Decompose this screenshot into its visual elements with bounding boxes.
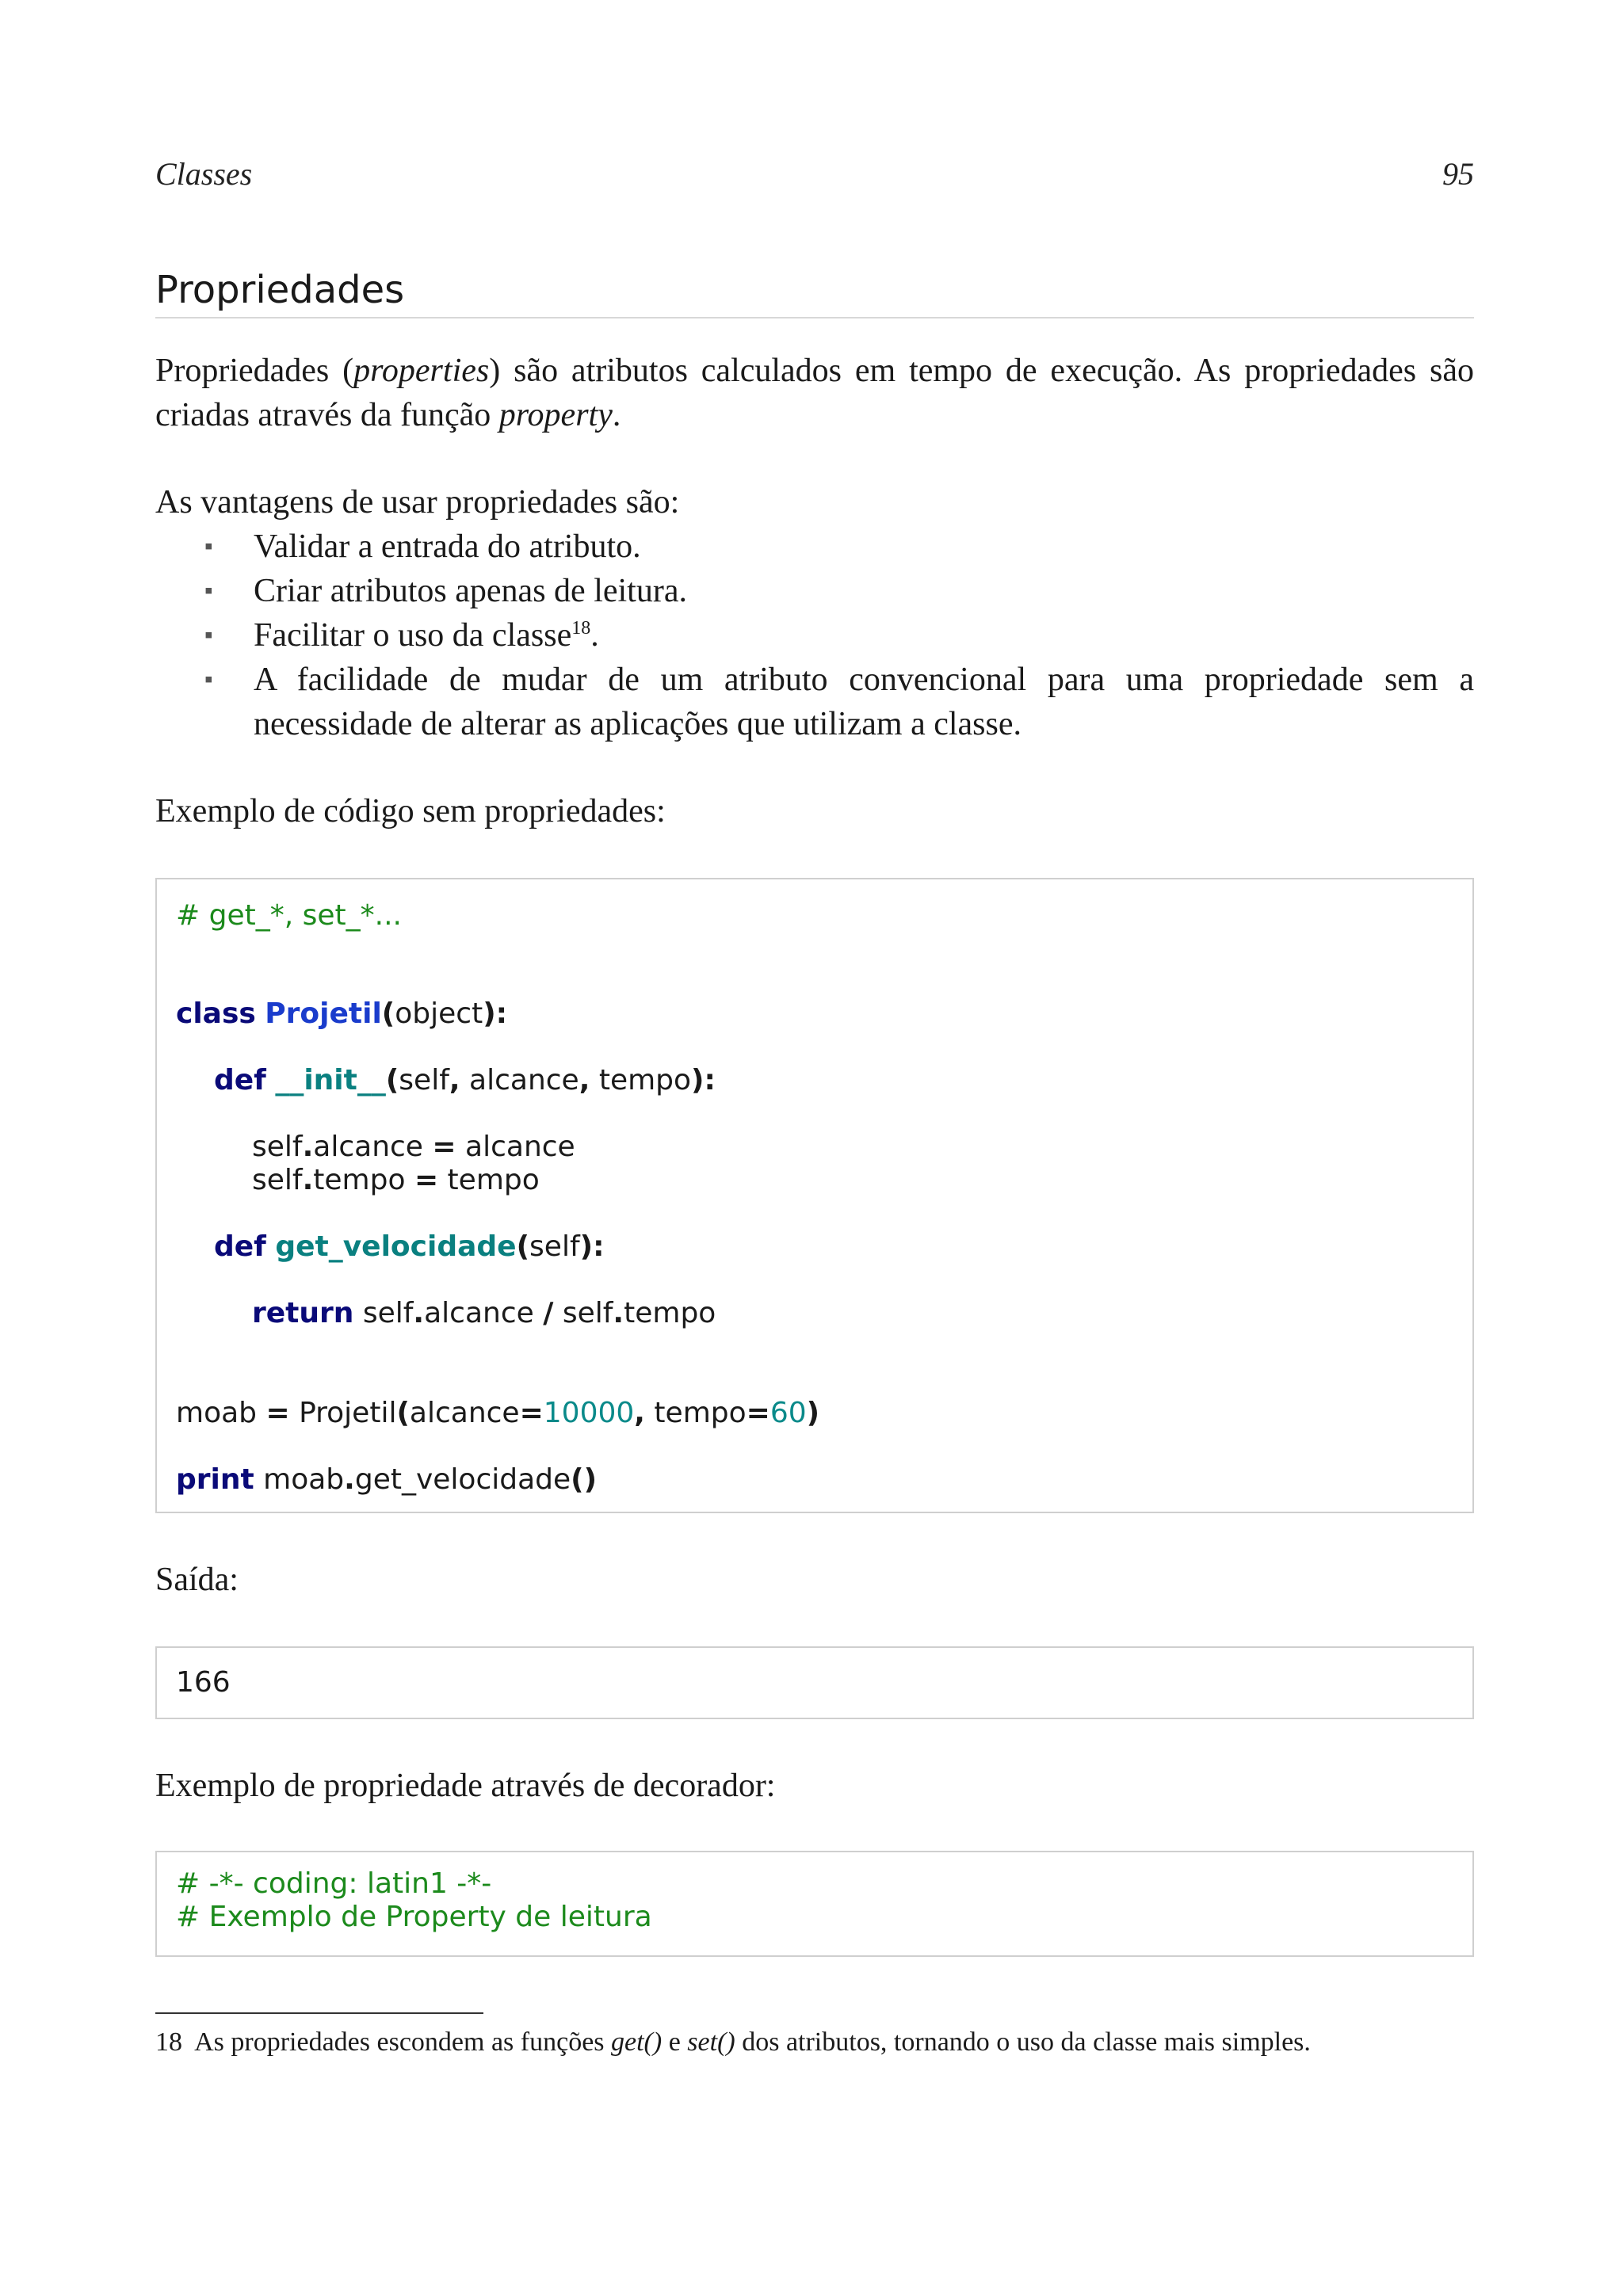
code-text: alcance: [456, 1131, 575, 1163]
footnote-text: dos atributos, tornando o uso da classe mais simples.: [735, 2027, 1311, 2057]
code-op: ,: [579, 1064, 590, 1097]
code-op: ,: [634, 1397, 645, 1429]
intro-italic-properties: properties: [353, 353, 490, 389]
list-item: [155, 613, 1474, 658]
code-line: [176, 1867, 491, 1901]
output-value: 166: [176, 1666, 231, 1699]
code-op: (: [396, 1397, 410, 1429]
code-op: =: [265, 1397, 290, 1429]
bullet-icon: ▪: [204, 578, 213, 604]
code-line: [252, 1130, 575, 1165]
example2-lead: Exemplo de propriedade através de decorador:: [155, 1768, 776, 1804]
code-op: .: [302, 1164, 314, 1196]
code-op: (: [516, 1230, 530, 1263]
code-op: ): [806, 1397, 820, 1429]
code-comment: # get_*, set_*...: [176, 899, 402, 932]
advantages-list: [155, 524, 1474, 746]
code-text: self: [353, 1297, 414, 1329]
code-comment: # -*- coding: latin1 -*-: [176, 1867, 492, 1900]
code-op: .: [413, 1297, 425, 1329]
list-item-text: .: [590, 617, 599, 654]
code-op: ):: [579, 1230, 605, 1263]
advantages-lead: As vantagens de usar propriedades são:: [155, 484, 680, 521]
example1-lead: Exemplo de código sem propriedades:: [155, 793, 666, 830]
code-op: =: [519, 1397, 544, 1429]
footnote-italic-set: set(): [687, 2027, 735, 2057]
code-text: alcance: [424, 1297, 544, 1329]
code-keyword: print: [176, 1463, 254, 1496]
list-item: [155, 524, 1474, 569]
code-text: self: [553, 1297, 613, 1329]
output-block: [155, 1646, 1474, 1719]
footnote-text: e: [662, 2027, 688, 2057]
code-op: =: [414, 1164, 439, 1196]
intro-italic-property: property: [498, 397, 613, 433]
list-item-text: A facilidade de mudar de um atributo convencional para uma propriedade sem a necessidade de alterar as aplicações que utilizam a classe.: [254, 662, 1474, 742]
list-item-text: Validar a entrada do atributo.: [254, 528, 641, 565]
code-op: (): [571, 1463, 598, 1496]
code-line: [176, 1396, 819, 1431]
list-item-text: Criar atributos apenas de leitura.: [254, 573, 687, 609]
code-op: .: [613, 1297, 624, 1329]
code-keyword: def: [214, 1064, 266, 1097]
code-text: self: [252, 1131, 303, 1163]
code-comment: # Exemplo de Property de leitura: [176, 1901, 652, 1933]
page-number: 95: [1442, 156, 1474, 192]
code-function-name: get_velocidade: [275, 1230, 517, 1263]
code-op: .: [302, 1131, 314, 1163]
code-text: object: [395, 997, 483, 1030]
code-line: [176, 1463, 597, 1497]
bullet-icon: ▪: [204, 622, 213, 648]
code-keyword: return: [252, 1297, 354, 1329]
code-text: tempo: [644, 1397, 747, 1429]
code-text: moab: [254, 1463, 345, 1496]
code-op: ):: [691, 1064, 716, 1097]
code-keyword: def: [214, 1230, 266, 1263]
code-line: [176, 997, 507, 1032]
code-op: ,: [449, 1064, 460, 1097]
code-op: (: [385, 1064, 399, 1097]
code-text: self: [399, 1064, 449, 1097]
code-text: tempo: [624, 1297, 716, 1329]
footnote-divider: [155, 2012, 483, 2014]
code-text: tempo: [590, 1064, 692, 1097]
intro-text: .: [612, 397, 621, 433]
output-lead: Saída:: [155, 1562, 239, 1598]
list-item: [155, 569, 1474, 613]
code-op: =: [746, 1397, 770, 1429]
list-item: [155, 658, 1474, 746]
code-class-name: Projetil: [265, 997, 382, 1030]
code-number: 60: [769, 1397, 807, 1429]
footnote-italic-get: get(): [611, 2027, 663, 2057]
code-text: self: [529, 1230, 580, 1263]
code-text: Projetil: [289, 1397, 397, 1429]
code-text: tempo: [438, 1164, 540, 1196]
code-line: [176, 1900, 652, 1935]
footnote-number: 18: [155, 2027, 182, 2057]
code-op: (: [381, 997, 395, 1030]
code-text: get_velocidade: [354, 1463, 571, 1496]
code-function-name: __init__: [275, 1064, 386, 1097]
intro-text: Propriedades (: [155, 353, 354, 389]
chapter-title: Classes: [155, 156, 253, 192]
code-op: ):: [483, 997, 508, 1030]
code-block-example2: [155, 1851, 1474, 1957]
code-keyword: class: [176, 997, 256, 1030]
code-line: [214, 1063, 716, 1098]
code-text: tempo: [313, 1164, 414, 1196]
footnote-ref[interactable]: 18: [571, 618, 591, 639]
code-line: [214, 1230, 605, 1264]
footnote: [155, 2025, 1474, 2060]
code-number: 10000: [543, 1397, 635, 1429]
footnote-text: As propriedades escondem as funções: [182, 2027, 612, 2057]
code-text: alcance: [409, 1397, 520, 1429]
intro-paragraph: [155, 349, 1474, 437]
code-text: alcance: [460, 1064, 579, 1097]
code-text: self: [252, 1164, 303, 1196]
code-line: [252, 1296, 716, 1331]
code-block-example1: [155, 878, 1474, 1513]
bullet-icon: ▪: [204, 533, 213, 559]
code-text: moab: [176, 1397, 266, 1429]
list-item-text: Facilitar o uso da classe: [254, 617, 572, 654]
code-op: /: [543, 1297, 554, 1329]
code-op: .: [344, 1463, 355, 1496]
section-heading: Propriedades: [155, 268, 1474, 318]
code-text: alcance: [313, 1131, 433, 1163]
intro-text: ) são atributos calculados em tempo de execução. As propriedades são criadas através da função: [155, 353, 1474, 433]
bullet-icon: ▪: [204, 666, 213, 692]
code-line: [252, 1163, 540, 1198]
code-line: [176, 898, 402, 933]
code-op: =: [432, 1131, 456, 1163]
